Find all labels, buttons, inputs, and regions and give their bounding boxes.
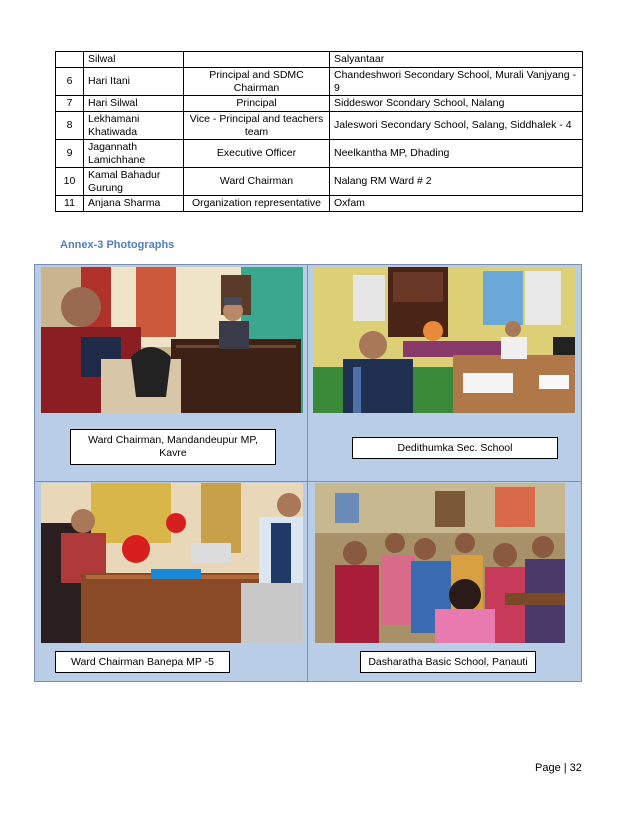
- row-number: 6: [56, 68, 84, 96]
- table-row: [56, 68, 583, 96]
- participant-position: Principal: [184, 96, 330, 112]
- page-number: Page | 32: [535, 762, 582, 774]
- grid-divider-horizontal: [35, 481, 581, 482]
- participant-position: Vice - Principal and teachers team: [184, 112, 330, 140]
- participant-name: Anjana Sharma: [84, 196, 184, 212]
- row-number: 8: [56, 112, 84, 140]
- annex-heading: Annex-3 Photographs: [60, 239, 175, 251]
- participant-organization: Oxfam: [330, 196, 583, 212]
- grid-divider-vertical: [307, 265, 308, 681]
- participant-organization: Neelkantha MP, Dhading: [330, 140, 583, 168]
- participant-position: Principal and SDMC Chairman: [184, 68, 330, 96]
- participant-position: Executive Officer: [184, 140, 330, 168]
- participant-organization: Chandeshwori Secondary School, Murali Vanjyang - 9: [330, 68, 583, 96]
- row-number: 10: [56, 168, 84, 196]
- table-row: [56, 112, 583, 140]
- participant-name: Hari Silwal: [84, 96, 184, 112]
- participants-table: [55, 51, 583, 212]
- photo-caption: Ward Chairman Banepa MP -5: [55, 651, 230, 673]
- participant-position: [184, 52, 330, 68]
- table-row: [56, 196, 583, 212]
- photo-caption: Dedithumka Sec. School: [352, 437, 558, 459]
- table-row: [56, 52, 583, 68]
- photo-ward-chairman-office: [41, 267, 303, 413]
- participant-name: Hari Itani: [84, 68, 184, 96]
- photo-caption: Ward Chairman, Mandandeupur MP, Kavre: [70, 429, 276, 465]
- participant-name: Kamal Bahadur Gurung: [84, 168, 184, 196]
- participant-position: Ward Chairman: [184, 168, 330, 196]
- photo-ward-chairman-banepa: [41, 483, 303, 643]
- photo-dasharatha-school: [315, 483, 565, 643]
- photo-caption: Dasharatha Basic School, Panauti: [360, 651, 536, 673]
- participant-name: Jagannath Lamichhane: [84, 140, 184, 168]
- table-row: [56, 96, 583, 112]
- participant-name: Lekhamani Khatiwada: [84, 112, 184, 140]
- row-number: 11: [56, 196, 84, 212]
- participant-organization: Nalang RM Ward # 2: [330, 168, 583, 196]
- photo-dedithumka-school: [313, 267, 575, 413]
- table-row: [56, 140, 583, 168]
- participant-position: Organization representative: [184, 196, 330, 212]
- photo-grid: [34, 264, 582, 682]
- table-row: [56, 168, 583, 196]
- row-number: [56, 52, 84, 68]
- participant-organization: Jaleswori Secondary School, Salang, Siddhalek - 4: [330, 112, 583, 140]
- row-number: 7: [56, 96, 84, 112]
- participant-organization: Salyantaar: [330, 52, 583, 68]
- participant-name: Silwal: [84, 52, 184, 68]
- row-number: 9: [56, 140, 84, 168]
- participant-organization: Siddeswor Scondary School, Nalang: [330, 96, 583, 112]
